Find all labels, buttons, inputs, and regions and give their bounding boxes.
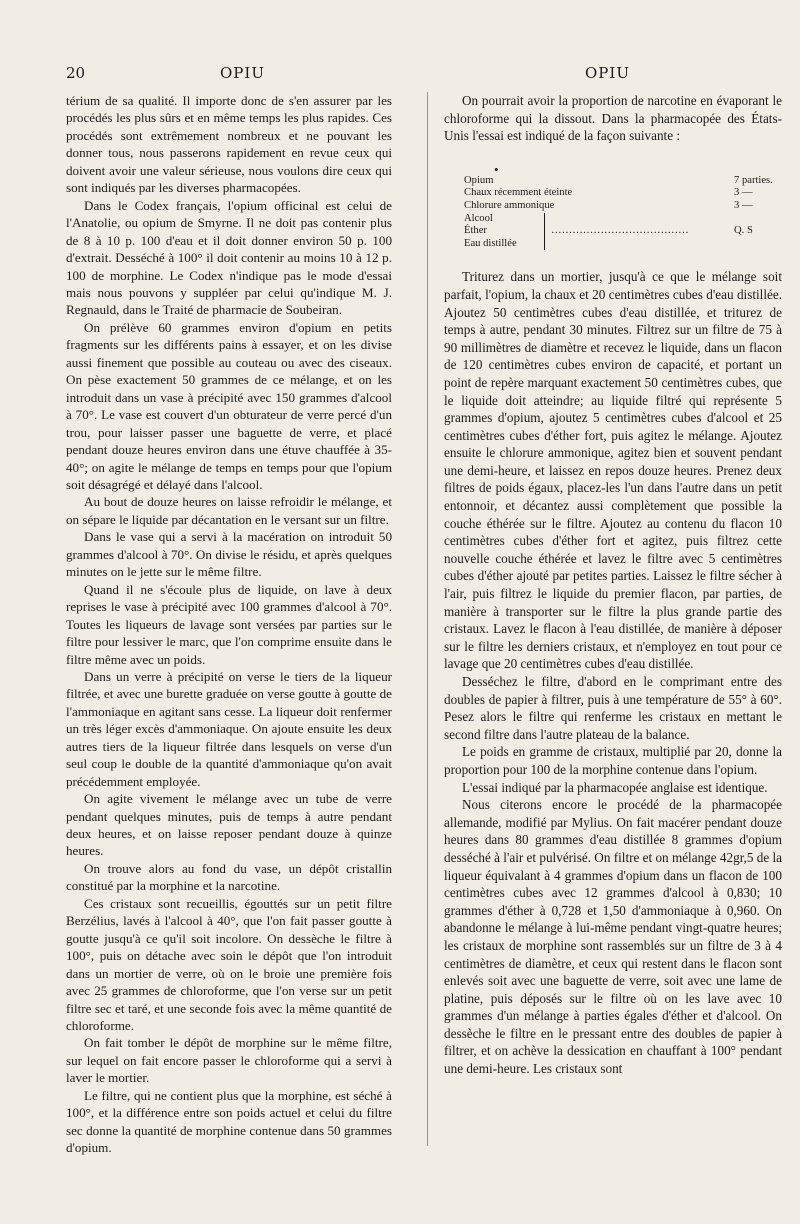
paragraph: térium de sa qualité. Il importe donc de s'en assurer par les procédés les plus sûrs et en même temps les plus rapides. Ces procédés sont extrêmement nombreux et ne pouvant les donner tous, nous passerons rapidement en revue ceux qui doivent avoir une valeur sérieuse, nous voulons dire ceux qui sont indiqués par les diverses pharmacopées. [66,93,392,196]
paragraph: On prélève 60 grammes environ d'opium en petits fragments sur les différents pains à essayer, et on les divise aussi finement que possible au couteau ou avec des ciseaux. On pèse exactement 50 grammes de ce mélange, et on les introduit dans un vase à précipité avec 150 grammes d'alcool à 70°. Le vase est couvert d'un obturateur de verre percé d'un trou, pour laisser passer une baguette de verre, et placé pendant douze heures environ dans une étuve chauffée à 35-40°; on agite le mélange de temps en temps pour que l'opium soit désagrégé et délayé dans l'alcool. [66,319,392,492]
page-number: 20 [66,64,86,82]
recipe-ingredient: Chaux récemment éteinte [464,187,573,199]
paragraph: Le filtre, qui ne contient plus que la morphine, est séché à 100°, et la différence entre son poids actuel et celui du filtre sec donne la quantité de morphine contenue dans 50 grammes d'opium. [66,1087,392,1156]
recipe-quantity: Q. S [734,225,753,237]
paragraph: Dans le Codex français, l'opium officinal est celui de l'Anatolie, ou opium de Smyrne. Il ne doit pas contenir plus de 8 à 10 p. 100 d'eau et il doit donner environ 50 p. 100 d'extrait. Desséché à 100° il doit contenir au moins 10 à 12 p. 100 de morphine. Le Codex n'indique pas le mode d'essai mais nous pouvons y suppléer par celui qu'indique M. J. Regnauld, dans le Traité de pharmacie de Soubeiran. [66,197,392,318]
paragraph: On pourrait avoir la proportion de narcotine en évaporant le chloroforme qui la dissout. Dans la pharmacopée des États-Unis l'essai est indiqué de la façon suivante : [444,93,782,144]
paragraph: L'essai indiqué par la pharmacopée anglaise est identique. [462,779,768,795]
left-column [66,92,392,1157]
recipe-row [464,200,782,213]
paragraph: On trouve alors au fond du vase, un dépôt cristallin constitué par la morphine et la narcotine. [66,860,392,894]
recipe-ingredient: Chlorure ammonique [464,199,555,211]
recipe-row [464,175,782,188]
recipe-ingredient: Éther [464,225,487,237]
paragraph: Ces cristaux sont recueillis, égouttés sur un petit filtre Berzélius, lavés à l'alcool à 40°, que l'on fait passer goutte à goutte jusqu'à ce qu'il soit incolore. On dessèche le filtre à 100°, puis on détache avec soin le dépôt que l'on introduit dans un mortier de verre, où on le broie une première fois avec 25 grammes de chloroforme, que l'on verse sur un petit filtre sec et taré, et une seconde fois avec la même quantité de chloroforme. [66,895,392,1034]
recipe-ingredient: Opium [464,174,494,186]
running-head-left: OPIU [220,64,265,82]
paragraph: On fait tomber le dépôt de morphine sur le même filtre, sur lequel on fait encore passer le chloroforme qui a servi à laver le mortier. [66,1035,392,1086]
recipe-quantity: 3 — [734,199,753,211]
recipe-quantity: 7 parties. [734,174,773,186]
recipe-quantity: 3 — [734,187,753,199]
recipe-table [464,161,782,251]
paragraph: Au bout de douze heures on laisse refroidir le mélange, et on sépare le liquide par décantation en le versant sur un filtre. [66,494,392,527]
recipe-ingredient: Eau distillée [464,237,517,249]
paragraph: On agite vivement le mélange avec un tube de verre pendant quelques minutes, puis de temps à autre pendant deux heures, et on laisse reposer pendant douze à quinze heures. [66,791,392,859]
leader-dots: ………………………………… [551,225,689,237]
recipe-group [464,213,782,251]
recipe-group-brace [464,213,545,251]
paragraph: Quand il ne s'écoule plus de liquide, on lave à deux reprises le vase à précipité avec 100 grammes d'alcool à 70°. Toutes les liqueurs de lavage sont versées par parties sur le filtre pour lessiver le marc, que l'on comprime ensuite dans le filtre même avec un poids. [66,581,392,667]
paragraph: Le poids en gramme de cristaux, multiplié par 20, donne la proportion pour 100 de la morphine contenue dans l'opium. [444,744,782,777]
paragraph: Dans un verre à précipité on verse le tiers de la liqueur filtrée, et avec une burette graduée on verse goutte à goutte de l'ammoniaque en agitant sans cesse. La liqueur doit renfermer un très léger excès d'ammoniaque. On ajoute ensuite les deux autres tiers de la liqueur filtrée dans lesquels on verse d'un seul coup le double de la quantité d'ammoniaque qu'on avait précédemment employée. [66,668,392,789]
recipe-ingredient: Alcool [464,212,493,224]
right-column [444,92,782,1078]
paragraph: Triturez dans un mortier, jusqu'à ce que le mélange soit parfait, l'opium, la chaux et 20 centimètres cubes d'eau distillée. Ajoutez 50 centimètres cubes d'eau distillée, et triturez de temps à autre, pendant 30 minutes. Filtrez sur un filtre de 75 à 90 millimètres de diamètre et recevez le liquide, dans un flacon de 120 centimètres cubes environ de capacité, et portant un point de repère marquant exactement 50 centimètres cubes, que le liquide doit atteindre; au liquide filtré qui représente 5 grammes d'opium, ajoutez 5 centimètres cubes d'alcool et 25 centimètres cubes d'éther fort, puis agitez le mélange. Ajoutez ensuite le chlorure ammonique, agitez bien et souvent pendant une demi-heure, et laissez en repos douze heures. Prenez deux filtres de poids égaux, placez-les l'un dans l'autre dans un petit entonnoir, et décantez aussi complètement que possible la couche éthérée sur le filtre. Ajoutez au contenu du flacon 10 centimètres cubes d'éther fort et agitez, puis filtrez cette nouvelle couche éthérée et lavez le filtre avec 5 centimètres cubes d'éther ajouté par petites parties. Laissez le filtre sécher à l'air, puis filtrez le liquide du premier flacon, par parties, de manière à transporter sur le filtre la plus grande partie des cristaux. Lavez le flacon à l'eau distillée, de manière à déposer sur le filtre les derniers cristaux, et n'employez en tout pour ce lavage que 20 centimètres cubes d'eau distillée. [444,269,782,672]
column-divider [427,92,428,1146]
recipe-marker: • [494,161,499,177]
recipe-row [464,187,782,200]
paragraph: Desséchez le filtre, d'abord en le comprimant entre des doubles de papier à filtrer, puis à une température de 55° à 60°. Pesez alors le filtre qui renferme les cristaux en mettant le second filtre dans l'autre plateau de la balance. [444,674,782,742]
page-header [0,64,800,88]
paragraph: Dans le vase qui a servi à la macération on introduit 50 grammes d'alcool à 70°. On divise le résidu, et après quelques minutes on le jette sur le même filtre. [66,529,392,580]
paragraph: Nous citerons encore le procédé de la pharmacopée allemande, modifié par Mylius. On fait macérer pendant douze heures dans 80 grammes d'eau distillée 8 grammes d'opium desséché à l'air et pulvérisé. On filtre et on mélange 42gr,5 de la liqueur équivalant à 4 grammes d'opium dans un flacon de 100 centimètres cubes avec 12 grammes d'alcool à 0,830; 10 grammes d'éther à 0,728 et 1,50 d'ammoniaque à 0,960. On abandonne le mélange à lui-même pendant vingt-quatre heures; les cristaux de morphine sont rassemblés sur un filtre de 3 à 4 centimètres de diamètre, et ceux qui restent dans le flacon sont enlevés soit avec une baguette de verre, soit avec une lame de platine, puis déposés sur le filtre où on les lave avec 10 grammes d'un mélange à parties égales d'éther et d'alcool. On dessèche le filtre en le pressant entre des doubles de papier à filtrer, et on achève la dessication en chauffant à 100° pendant une demi-heure. Les cristaux sont [444,797,782,1077]
running-head-right: OPIU [585,64,630,82]
